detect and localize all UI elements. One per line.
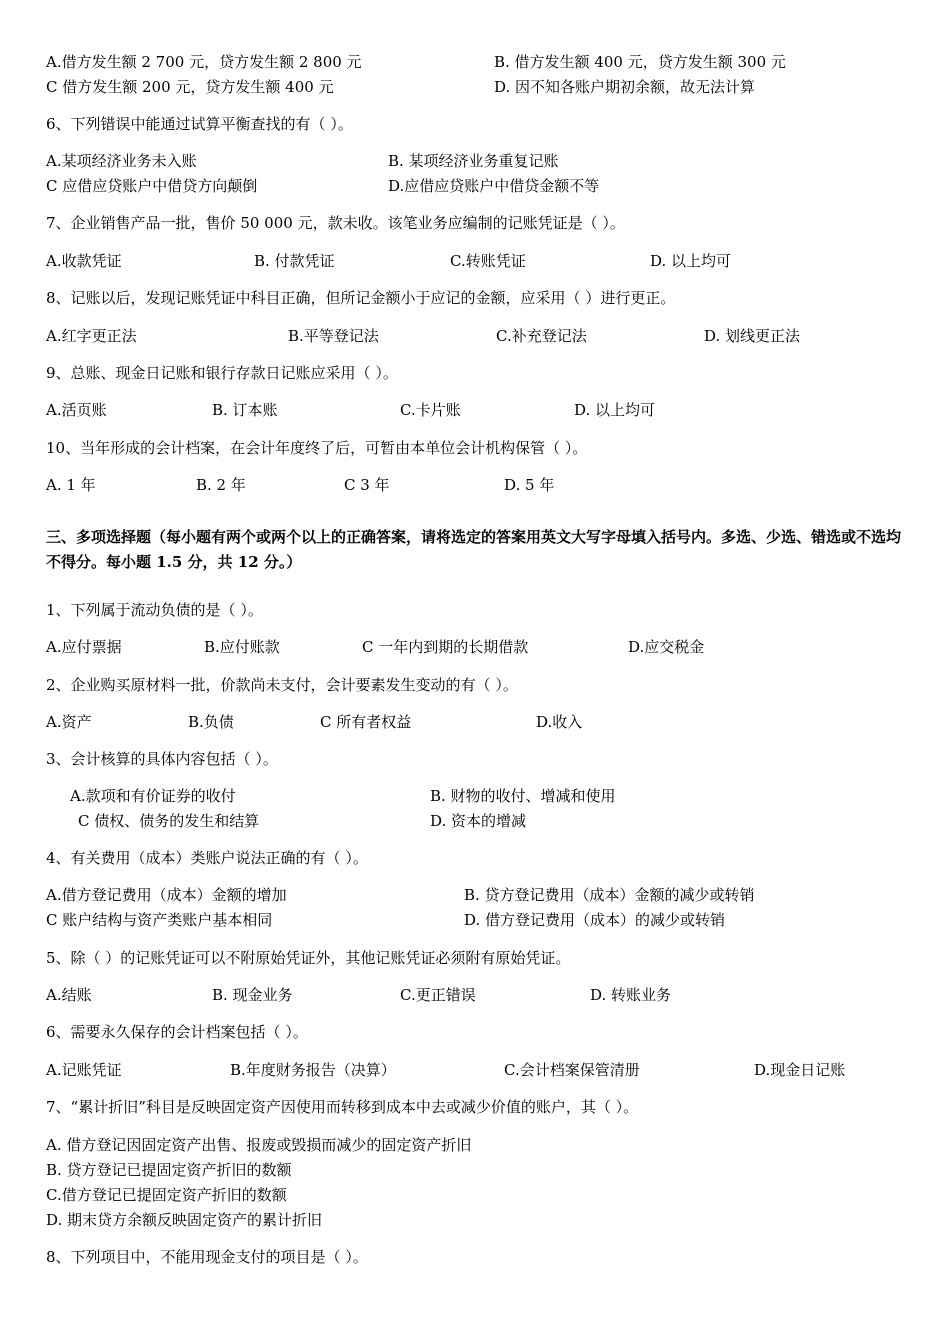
mq1-option-a: A.应付票据 (46, 638, 122, 656)
multi-question-7: 7、“累计折旧”科目是反映固定资产因使用而转移到成本中去或减少价值的账户，其（ ）。 (46, 1098, 639, 1116)
section-heading: 三、多项选择题（每小题有两个或两个以上的正确答案，请将选定的答案用英文大写字母填入括号内。多选、少选、错选或不选均不得分。每小题 1.5 分，共 12 分。） (46, 528, 902, 571)
q6-option-d: D.应借应贷账户中借贷金额不等 (388, 177, 600, 195)
mq3-option-c: C 债权、债务的发生和结算 (78, 812, 260, 830)
q10-option-d: D. 5 年 (504, 476, 555, 494)
mq7-option-d: D. 期末贷方余额反映固定资产的累计折旧 (46, 1211, 323, 1229)
mq7-option-c: C.借方登记已提固定资产折旧的数额 (46, 1186, 287, 1204)
q10-option-b: B. 2 年 (196, 476, 246, 494)
question-6: 6、下列错误中能通过试算平衡查找的有（ ）。 (46, 115, 353, 133)
mq5-option-c: C.更正错误 (400, 986, 476, 1004)
multi-question-5: 5、除（ ）的记账凭证可以不附原始凭证外，其他记账凭证必须附有原始凭证。 (46, 949, 571, 967)
question-10: 10、当年形成的会计档案，在会计年度终了后，可暂由本单位会计机构保管（ ）。 (46, 439, 588, 457)
multi-question-2: 2、企业购买原材料一批，价款尚未支付，会计要素发生变动的有（ ）。 (46, 676, 518, 694)
option-d: D. 因不知各账户期初余额，故无法计算 (494, 78, 756, 96)
mq4-option-b: B. 贷方登记费用（成本）金额的减少或转销 (464, 886, 755, 904)
mq1-option-c: C 一年内到期的长期借款 (362, 638, 529, 656)
q6-option-b: B. 某项经济业务重复记账 (388, 152, 559, 170)
q9-option-d: D. 以上均可 (574, 401, 656, 419)
mq2-option-c: C 所有者权益 (320, 713, 412, 731)
q9-option-b: B. 订本账 (212, 401, 278, 419)
q10-option-a: A. 1 年 (46, 476, 96, 494)
mq7-option-b: B. 贷方登记已提固定资产折旧的数额 (46, 1161, 292, 1179)
option-c: C 借方发生额 200 元，贷方发生额 400 元 (46, 78, 334, 96)
mq3-option-a: A.款项和有价证券的收付 (70, 787, 236, 805)
question-9: 9、总账、现金日记账和银行存款日记账应采用（ ）。 (46, 364, 398, 382)
mq5-option-b: B. 现金业务 (212, 986, 293, 1004)
mq2-option-d: D.收入 (536, 713, 583, 731)
q9-option-c: C.卡片账 (400, 401, 461, 419)
q10-option-c: C 3 年 (344, 476, 390, 494)
q9-option-a: A.活页账 (46, 401, 107, 419)
multi-question-8: 8、下列项目中，不能用现金支付的项目是（ ）。 (46, 1248, 368, 1266)
question-7: 7、企业销售产品一批，售价 50 000 元，款未收。该笔业务应编制的记账凭证是（ ）。 (46, 214, 625, 232)
mq6-option-c: C.会计档案保管清册 (504, 1061, 640, 1079)
multi-question-4: 4、有关费用（成本）类账户说法正确的有（ ）。 (46, 849, 368, 867)
mq5-option-d: D. 转账业务 (590, 986, 672, 1004)
mq4-option-d: D. 借方登记费用（成本）的减少或转销 (464, 911, 726, 929)
mq3-option-b: B. 财物的收付、增减和使用 (430, 787, 616, 805)
mq1-option-d: D.应交税金 (628, 638, 705, 656)
mq1-option-b: B.应付账款 (204, 638, 280, 656)
multi-question-3: 3、会计核算的具体内容包括（ ）。 (46, 750, 278, 768)
option-a: A.借方发生额 2 700 元，贷方发生额 2 800 元 (46, 53, 362, 71)
mq7-option-a: A. 借方登记因固定资产出售、报废或毁损而减少的固定资产折旧 (46, 1136, 472, 1154)
q8-option-a: A.红字更正法 (46, 327, 137, 345)
q8-option-b: B.平等登记法 (288, 327, 379, 345)
question-8: 8、记账以后，发现记账凭证中科目正确，但所记金额小于应记的金额，应采用（ ）进行更正。 (46, 289, 676, 307)
mq4-option-a: A.借方登记费用（成本）金额的增加 (46, 886, 287, 904)
mq2-option-b: B.负债 (188, 713, 234, 731)
q8-option-c: C.补充登记法 (496, 327, 587, 345)
mq2-option-a: A.资产 (46, 713, 92, 731)
q7-option-a: A.收款凭证 (46, 252, 122, 270)
multi-question-1: 1、下列属于流动负债的是（ ）。 (46, 601, 263, 619)
mq6-option-a: A.记账凭证 (46, 1061, 122, 1079)
mq3-option-d: D. 资本的增减 (430, 812, 527, 830)
q7-option-c: C.转账凭证 (450, 252, 526, 270)
q6-option-a: A.某项经济业务未入账 (46, 152, 197, 170)
mq4-option-c: C 账户结构与资产类账户基本相同 (46, 911, 273, 929)
mq5-option-a: A.结账 (46, 986, 92, 1004)
q8-option-d: D. 划线更正法 (704, 327, 801, 345)
mq6-option-b: B.年度财务报告（决算） (230, 1061, 396, 1079)
q6-option-c: C 应借应贷账户中借贷方向颠倒 (46, 177, 258, 195)
mq6-option-d: D.现金日记账 (754, 1061, 846, 1079)
multi-question-6: 6、需要永久保存的会计档案包括（ ）。 (46, 1023, 308, 1041)
option-b: B. 借方发生额 400 元，贷方发生额 300 元 (494, 53, 786, 71)
q7-option-b: B. 付款凭证 (254, 252, 335, 270)
q7-option-d: D. 以上均可 (650, 252, 732, 270)
